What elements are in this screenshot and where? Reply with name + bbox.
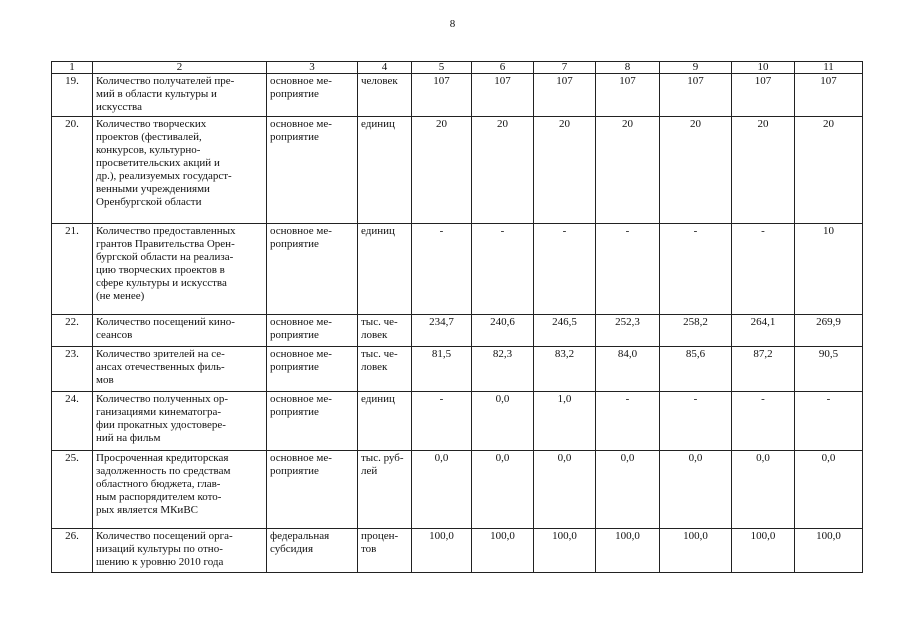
value-cell: 20 bbox=[795, 117, 863, 224]
value-cell: 234,7 bbox=[412, 315, 472, 347]
table-row bbox=[52, 347, 863, 392]
event-type-cell: федеральная субсидия bbox=[267, 529, 358, 573]
value-cell: 100,0 bbox=[412, 529, 472, 573]
value-cell: - bbox=[472, 224, 534, 315]
value-cell: 252,3 bbox=[596, 315, 660, 347]
column-header: 10 bbox=[732, 62, 795, 74]
value-cell: 0,0 bbox=[795, 451, 863, 529]
row-number-cell: 26. bbox=[52, 529, 93, 573]
value-cell: 90,5 bbox=[795, 347, 863, 392]
unit-cell: человек bbox=[358, 74, 412, 117]
value-cell: 107 bbox=[795, 74, 863, 117]
value-cell: 85,6 bbox=[660, 347, 732, 392]
value-cell: - bbox=[795, 392, 863, 451]
indicator-name-cell: Количество посещений орга- низаций культуры по отно- шению к уровню 2010 года bbox=[93, 529, 267, 573]
value-cell: 100,0 bbox=[660, 529, 732, 573]
event-type-cell: основное ме- роприятие bbox=[267, 451, 358, 529]
value-cell: 0,0 bbox=[596, 451, 660, 529]
value-cell: 107 bbox=[534, 74, 596, 117]
value-cell: 20 bbox=[412, 117, 472, 224]
indicator-name-cell: Количество творческих проектов (фестивалей, конкурсов, культурно- просветительских акций и др.), реализуемых государст- венными учреждениями Оренбургской области bbox=[93, 117, 267, 224]
value-cell: 0,0 bbox=[412, 451, 472, 529]
row-number-cell: 24. bbox=[52, 392, 93, 451]
value-cell: 100,0 bbox=[596, 529, 660, 573]
row-number-cell: 19. bbox=[52, 74, 93, 117]
unit-cell: тыс. руб- лей bbox=[358, 451, 412, 529]
column-header: 3 bbox=[267, 62, 358, 74]
value-cell: - bbox=[660, 392, 732, 451]
row-number-cell: 23. bbox=[52, 347, 93, 392]
indicator-name-cell: Количество полученных ор- ганизациями кинематогра- фии прокатных удостовере- ний на фильм bbox=[93, 392, 267, 451]
column-header: 1 bbox=[52, 62, 93, 74]
value-cell: 82,3 bbox=[472, 347, 534, 392]
table-row bbox=[52, 315, 863, 347]
unit-cell: единиц bbox=[358, 392, 412, 451]
value-cell: 246,5 bbox=[534, 315, 596, 347]
value-cell: 258,2 bbox=[660, 315, 732, 347]
indicator-name-cell: Количество посещений кино- сеансов bbox=[93, 315, 267, 347]
value-cell: 107 bbox=[596, 74, 660, 117]
unit-cell: единиц bbox=[358, 224, 412, 315]
table-row bbox=[52, 392, 863, 451]
value-cell: - bbox=[596, 392, 660, 451]
column-header: 5 bbox=[412, 62, 472, 74]
event-type-cell: основное ме- роприятие bbox=[267, 315, 358, 347]
value-cell: 0,0 bbox=[472, 451, 534, 529]
unit-cell: тыс. че- ловек bbox=[358, 315, 412, 347]
value-cell: 0,0 bbox=[472, 392, 534, 451]
value-cell: 107 bbox=[732, 74, 795, 117]
value-cell: 269,9 bbox=[795, 315, 863, 347]
value-cell: - bbox=[732, 392, 795, 451]
value-cell: 20 bbox=[534, 117, 596, 224]
value-cell: - bbox=[534, 224, 596, 315]
value-cell: 83,2 bbox=[534, 347, 596, 392]
event-type-cell: основное ме- роприятие bbox=[267, 74, 358, 117]
indicator-name-cell: Просроченная кредиторская задолженность по средствам областного бюджета, глав- ным распорядителем кото- рых является МКиВС bbox=[93, 451, 267, 529]
indicators-table bbox=[51, 61, 863, 573]
column-header: 8 bbox=[596, 62, 660, 74]
table-row bbox=[52, 74, 863, 117]
value-cell: 264,1 bbox=[732, 315, 795, 347]
value-cell: 100,0 bbox=[732, 529, 795, 573]
table-row bbox=[52, 117, 863, 224]
indicator-name-cell: Количество предоставленных грантов Правительства Орен- бургской области на реализа- цию творческих проектов в сфере культуры и искусства (не менее) bbox=[93, 224, 267, 315]
value-cell: - bbox=[660, 224, 732, 315]
value-cell: 107 bbox=[472, 74, 534, 117]
value-cell: - bbox=[412, 392, 472, 451]
event-type-cell: основное ме- роприятие bbox=[267, 347, 358, 392]
value-cell: 20 bbox=[596, 117, 660, 224]
value-cell: 0,0 bbox=[732, 451, 795, 529]
page-number: 8 bbox=[449, 18, 456, 30]
value-cell: 20 bbox=[660, 117, 732, 224]
value-cell: 100,0 bbox=[534, 529, 596, 573]
column-header: 9 bbox=[660, 62, 732, 74]
unit-cell: тыс. че- ловек bbox=[358, 347, 412, 392]
column-header: 2 bbox=[93, 62, 267, 74]
indicator-name-cell: Количество зрителей на се- ансах отечественных филь- мов bbox=[93, 347, 267, 392]
value-cell: - bbox=[732, 224, 795, 315]
value-cell: 1,0 bbox=[534, 392, 596, 451]
value-cell: 84,0 bbox=[596, 347, 660, 392]
column-header: 4 bbox=[358, 62, 412, 74]
table-row bbox=[52, 451, 863, 529]
column-header: 7 bbox=[534, 62, 596, 74]
value-cell: 240,6 bbox=[472, 315, 534, 347]
value-cell: 107 bbox=[412, 74, 472, 117]
value-cell: - bbox=[412, 224, 472, 315]
value-cell: 100,0 bbox=[795, 529, 863, 573]
column-header: 6 bbox=[472, 62, 534, 74]
row-number-cell: 20. bbox=[52, 117, 93, 224]
event-type-cell: основное ме- роприятие bbox=[267, 117, 358, 224]
event-type-cell: основное ме- роприятие bbox=[267, 224, 358, 315]
row-number-cell: 25. bbox=[52, 451, 93, 529]
value-cell: 20 bbox=[472, 117, 534, 224]
value-cell: 20 bbox=[732, 117, 795, 224]
indicator-name-cell: Количество получателей пре- мий в области культуры и искусства bbox=[93, 74, 267, 117]
column-header: 11 bbox=[795, 62, 863, 74]
value-cell: 87,2 bbox=[732, 347, 795, 392]
value-cell: 0,0 bbox=[660, 451, 732, 529]
value-cell: - bbox=[596, 224, 660, 315]
value-cell: 0,0 bbox=[534, 451, 596, 529]
event-type-cell: основное ме- роприятие bbox=[267, 392, 358, 451]
unit-cell: процен- тов bbox=[358, 529, 412, 573]
table-body bbox=[52, 74, 863, 573]
value-cell: 10 bbox=[795, 224, 863, 315]
table-row bbox=[52, 224, 863, 315]
header-row bbox=[52, 62, 863, 74]
value-cell: 100,0 bbox=[472, 529, 534, 573]
value-cell: 107 bbox=[660, 74, 732, 117]
value-cell: 81,5 bbox=[412, 347, 472, 392]
row-number-cell: 21. bbox=[52, 224, 93, 315]
unit-cell: единиц bbox=[358, 117, 412, 224]
table-row bbox=[52, 529, 863, 573]
row-number-cell: 22. bbox=[52, 315, 93, 347]
